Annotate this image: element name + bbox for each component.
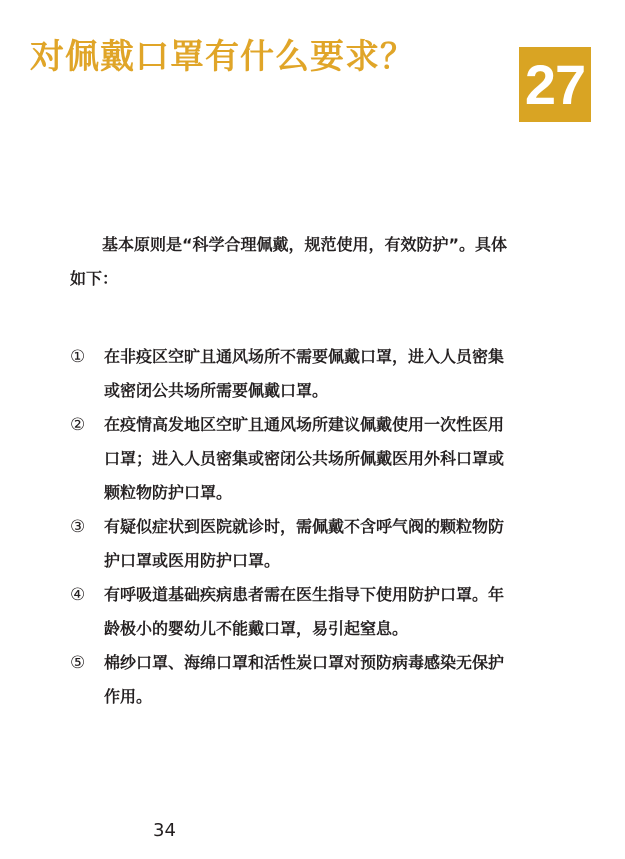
item-number: ③ [70,517,86,537]
list-item [70,408,510,510]
item-number: ④ [70,585,86,605]
main-content [70,228,510,714]
item-text: 有呼吸道基础疾病患者需在医生指导下使用防护口罩。年龄极小的婴幼儿不能戴口罩，易引起窒息。 [104,585,505,638]
page-title: 对佩戴口罩有什么要求？ [30,37,415,77]
item-number: ② [70,415,86,435]
item-text: 有疑似症状到医院就诊时，需佩戴不含呼气阀的颗粒物防护口罩或医用防护口罩。 [104,517,505,570]
intro-paragraph: 基本原则是“科学合理佩戴，规范使用，有效防护”。具体如下： [70,235,508,288]
list-item [70,340,510,408]
list-item [70,578,510,646]
item-text: 棉纱口罩、海绵口罩和活性炭口罩对预防病毒感染无保护作用。 [104,653,505,706]
list-item [70,510,510,578]
item-text: 在疫情高发地区空旷且通风场所建议佩戴使用一次性医用口罩；进入人员密集或密闭公共场所佩戴医用外科口罩或颗粒物防护口罩。 [104,415,505,502]
item-text: 在非疫区空旷且通风场所不需要佩戴口罩，进入人员密集或密闭公共场所需要佩戴口罩。 [104,347,505,400]
page-number: 34 [153,820,176,841]
requirements-list [70,340,510,714]
item-number: ① [70,347,86,367]
list-item [70,646,510,714]
question-number-badge: 27 [519,47,591,122]
item-number: ⑤ [70,653,86,673]
